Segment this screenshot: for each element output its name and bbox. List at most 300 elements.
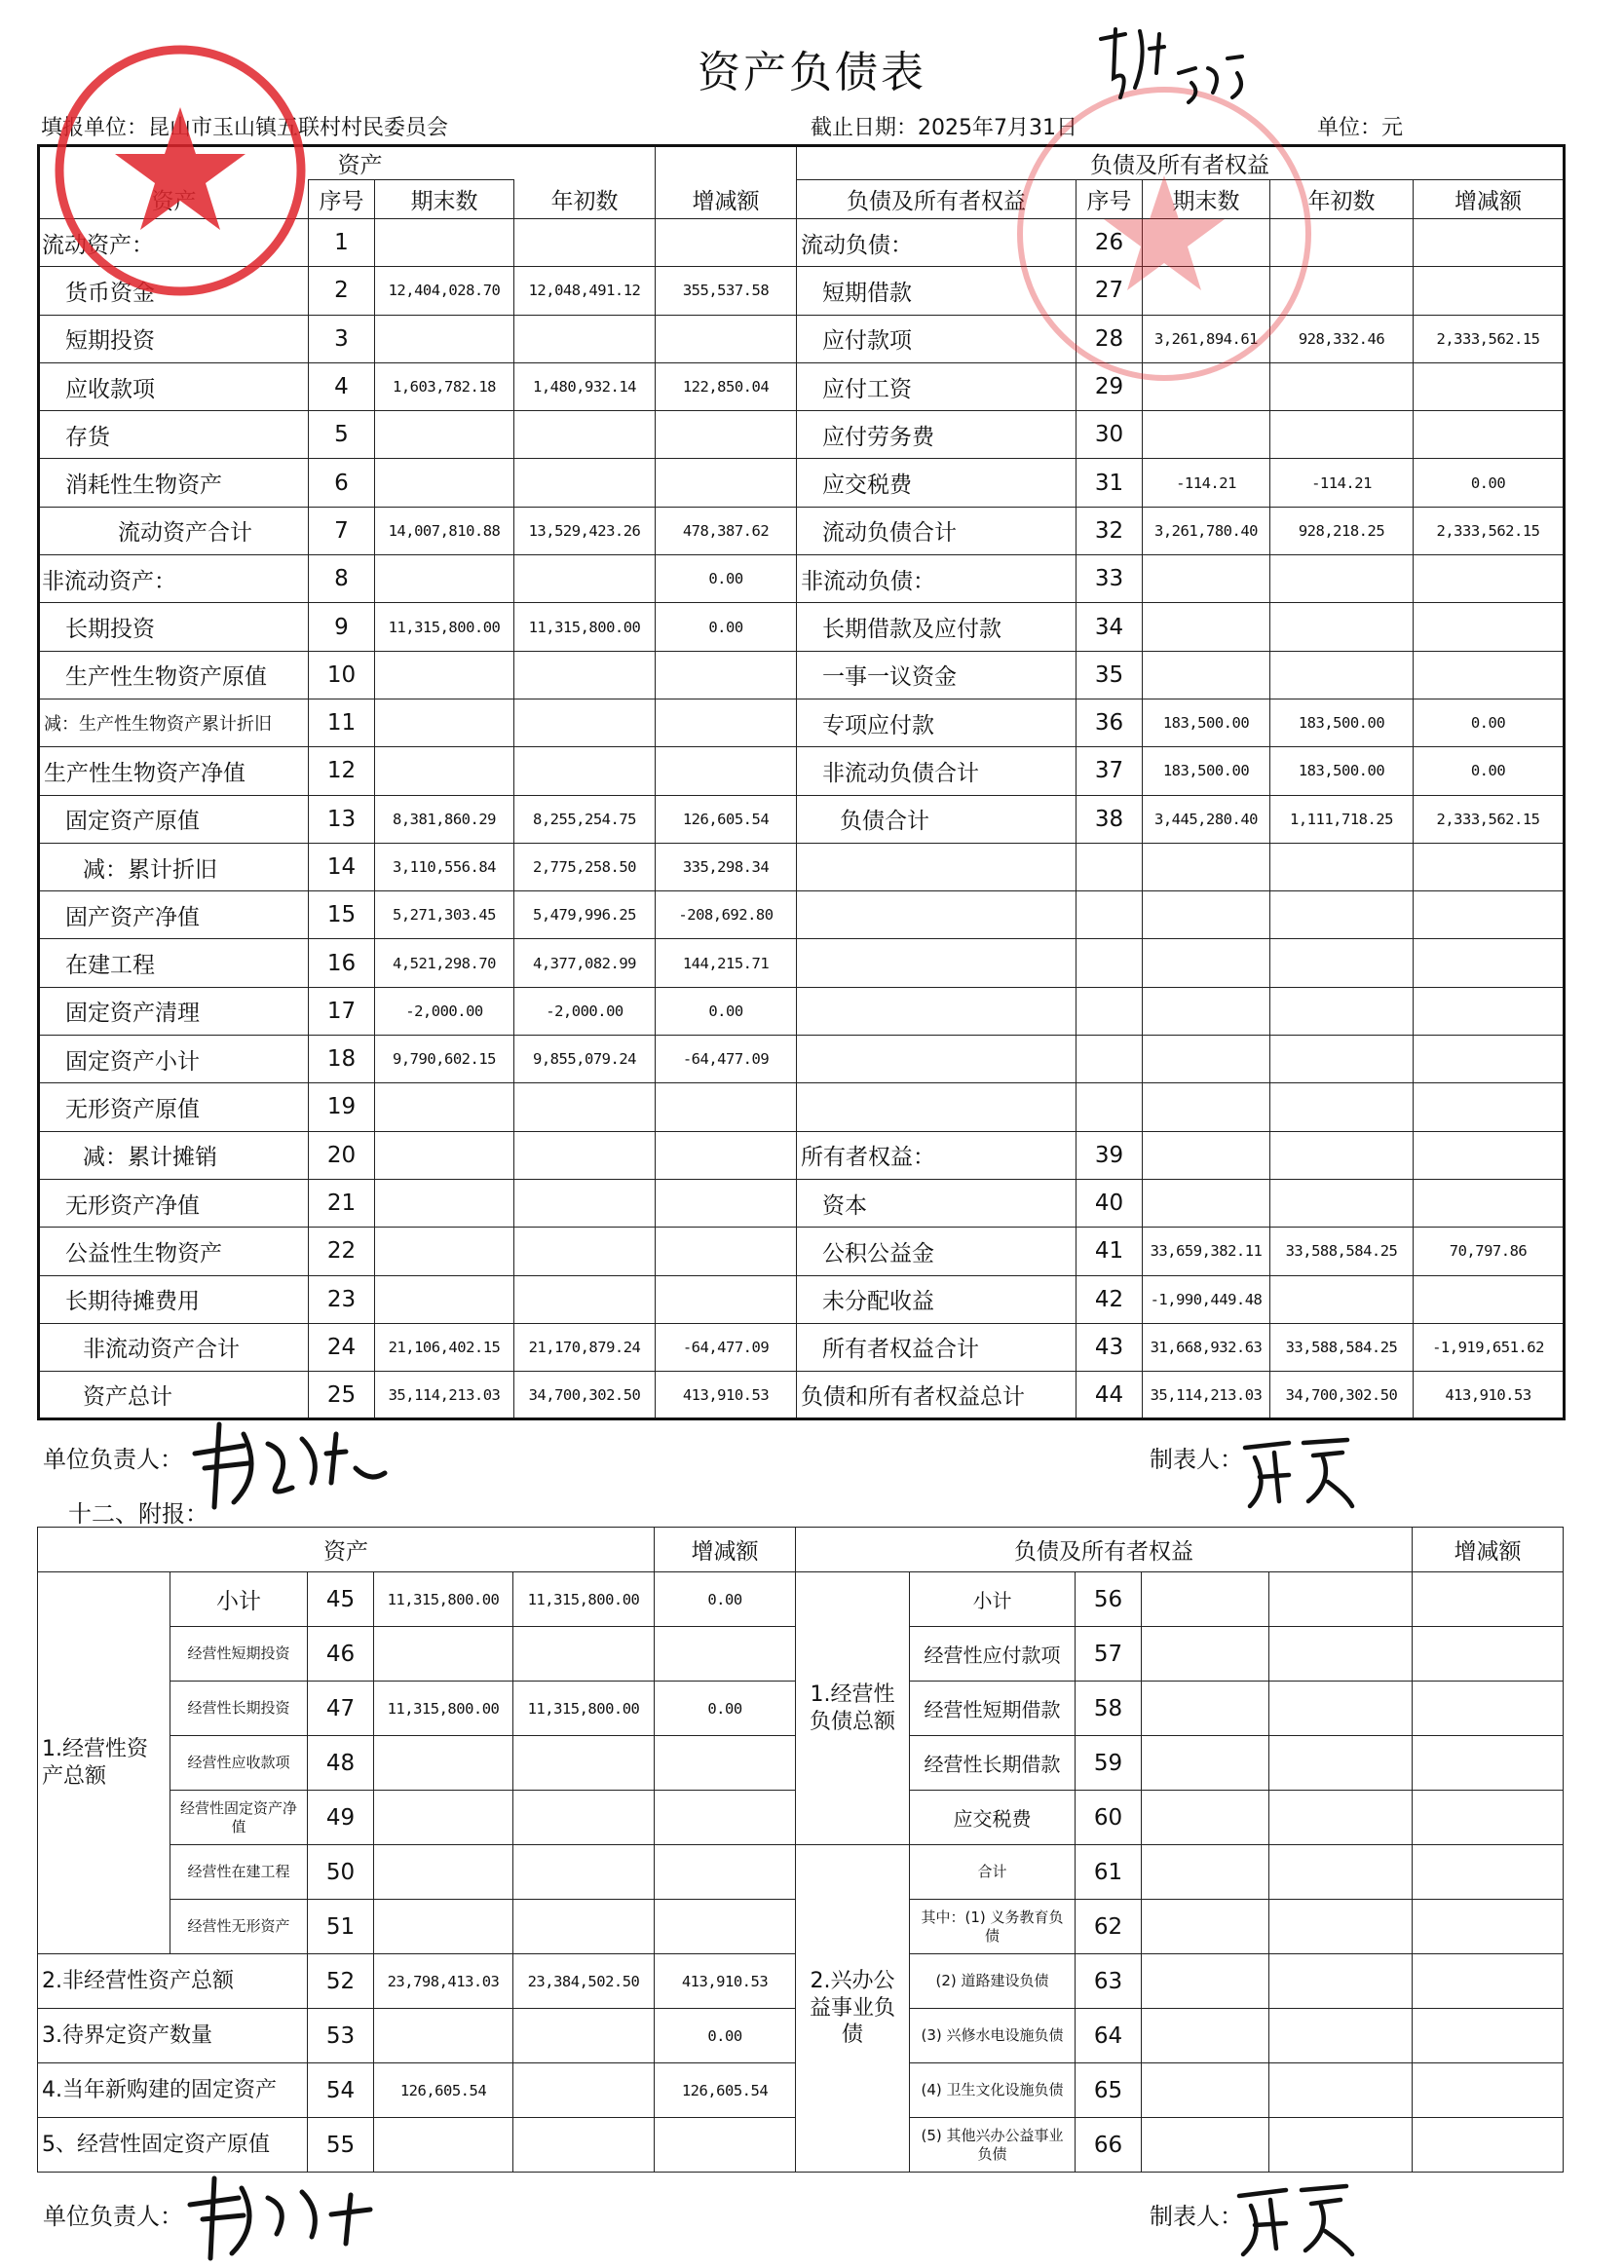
liability-end-value: -1,990,449.48: [1143, 1275, 1270, 1323]
pub-liab-end-value: [1142, 1954, 1269, 2009]
asset-item-name: 短期投资: [39, 315, 309, 362]
liability-begin-value: [1270, 987, 1414, 1035]
asset-change-value: [656, 747, 797, 795]
pub-liab-group-label: 2.兴办公益事业负债: [796, 1845, 910, 2173]
liability-change-value: [1414, 1275, 1565, 1323]
asset-item-name: 在建工程: [39, 939, 309, 987]
preparer-label: 制表人：: [1150, 1446, 1243, 1473]
liability-item-name: [797, 987, 1076, 1035]
op-asset-change-value: 0.00: [655, 1682, 796, 1736]
liability-end-value: [1143, 891, 1270, 939]
liability-end-value: [1143, 843, 1270, 890]
liability-end-value: [1143, 939, 1270, 987]
asset-seq-no: 20: [309, 1131, 375, 1179]
asset-end-value: 8,381,860.29: [375, 795, 514, 843]
other-asset-begin-value: [513, 2118, 655, 2173]
liability-seq-no: 26: [1076, 219, 1143, 267]
op-liab-seq-no: 58: [1076, 1682, 1142, 1736]
appendix-table: [37, 1527, 1564, 2173]
table-row: [39, 603, 1565, 651]
liability-end-value: [1143, 987, 1270, 1035]
liability-seq-no: [1076, 987, 1143, 1035]
liability-item-name: [797, 891, 1076, 939]
asset-item-name: 减：累计摊销: [39, 1131, 309, 1179]
balance-sheet-table: [37, 144, 1566, 1420]
asset-end-value: [375, 1179, 514, 1227]
other-asset-name: 3.待界定资产数量: [38, 2009, 308, 2063]
table-row: [39, 1083, 1565, 1131]
preparer-signature: [1235, 1428, 1362, 1516]
liability-change-value: 70,797.86: [1414, 1228, 1565, 1275]
asset-begin-value: 9,855,079.24: [514, 1036, 656, 1083]
asset-item-name: 应收款项: [39, 362, 309, 410]
table-row: [39, 699, 1565, 746]
liability-begin-value: 183,500.00: [1270, 699, 1414, 746]
table-row: [39, 795, 1565, 843]
pub-liab-end-value: [1142, 2009, 1269, 2063]
op-asset-seq-no: 51: [308, 1900, 374, 1954]
liability-item-name: 负债和所有者权益总计: [797, 1372, 1076, 1419]
op-asset-end-value: [374, 1845, 513, 1900]
asset-item-name: 固产资产净值: [39, 891, 309, 939]
liability-item-name: 应付劳务费: [797, 411, 1076, 459]
asset-begin-value: [514, 1131, 656, 1179]
op-liab-change-value: [1413, 1736, 1564, 1791]
other-asset-change-value: 0.00: [655, 2009, 796, 2063]
asset-item-name: 货币资金: [39, 267, 309, 315]
liability-change-value: [1414, 891, 1565, 939]
appendix-assets-header: 资产: [38, 1528, 655, 1572]
pub-liab-end-value: [1142, 2063, 1269, 2118]
asset-begin-value: 5,479,996.25: [514, 891, 656, 939]
asset-end-value: [375, 555, 514, 603]
op-liab-begin-value: [1269, 1791, 1413, 1845]
op-asset-change-value: [655, 1627, 796, 1682]
pub-liab-begin-value: [1269, 2009, 1413, 2063]
liability-item-name: 非流动负债：: [797, 555, 1076, 603]
liability-item-name: [797, 939, 1076, 987]
op-asset-end-value: 11,315,800.00: [374, 1682, 513, 1736]
asset-begin-value: 11,315,800.00: [514, 603, 656, 651]
appendix-liab-header: 负债及所有者权益: [796, 1528, 1413, 1572]
col-liab-name: 负债及所有者权益: [797, 180, 1076, 219]
col-liab-seq: 序号: [1076, 180, 1143, 219]
table-row: [38, 1845, 1564, 1900]
other-asset-end-value: 126,605.54: [374, 2063, 513, 2118]
asset-item-name: 流动资产：: [39, 219, 309, 267]
other-asset-name: 4.当年新购建的固定资产: [38, 2063, 308, 2118]
unit-head-label-bottom: 单位负责人：: [43, 2203, 183, 2230]
liability-item-name: 公积公益金: [797, 1228, 1076, 1275]
asset-item-name: 非流动资产：: [39, 555, 309, 603]
op-liab-name: 经营性长期借款: [910, 1736, 1076, 1791]
liability-change-value: [1414, 555, 1565, 603]
table-row: [39, 1323, 1565, 1371]
asset-item-name: 生产性生物资产原值: [39, 651, 309, 699]
liability-seq-no: 42: [1076, 1275, 1143, 1323]
asset-seq-no: 3: [309, 315, 375, 362]
liability-change-value: 0.00: [1414, 747, 1565, 795]
liability-seq-no: 29: [1076, 362, 1143, 410]
asset-seq-no: 2: [309, 267, 375, 315]
liability-item-name: 长期借款及应付款: [797, 603, 1076, 651]
liability-change-value: -1,919,651.62: [1414, 1323, 1565, 1371]
liability-item-name: 负债合计: [797, 795, 1076, 843]
asset-change-value: [656, 1179, 797, 1227]
liability-begin-value: 928,218.25: [1270, 507, 1414, 554]
op-asset-change-value: 0.00: [655, 1572, 796, 1627]
op-liab-begin-value: [1269, 1572, 1413, 1627]
op-asset-seq-no: 48: [308, 1736, 374, 1791]
liability-end-value: [1143, 651, 1270, 699]
op-asset-begin-value: [513, 1791, 655, 1845]
pub-liab-seq-no: 61: [1076, 1845, 1142, 1900]
asset-end-value: [375, 747, 514, 795]
liability-end-value: 3,445,280.40: [1143, 795, 1270, 843]
asset-change-value: [656, 1275, 797, 1323]
asset-change-value: 126,605.54: [656, 795, 797, 843]
op-liab-end-value: [1142, 1572, 1269, 1627]
reporting-unit-label: 填报单位：: [41, 116, 149, 140]
asset-change-value: 413,910.53: [656, 1372, 797, 1419]
table-row: [39, 1131, 1565, 1179]
col-asset-end: 期末数: [375, 180, 514, 219]
op-asset-seq-no: 46: [308, 1627, 374, 1682]
op-asset-end-value: [374, 1900, 513, 1954]
asset-end-value: [375, 1228, 514, 1275]
liability-seq-no: 28: [1076, 315, 1143, 362]
liability-end-value: [1143, 555, 1270, 603]
asset-change-value: 355,537.58: [656, 267, 797, 315]
col-asset-change: 增减额: [656, 180, 797, 219]
table-row: [39, 987, 1565, 1035]
asset-end-value: 35,114,213.03: [375, 1372, 514, 1419]
asset-begin-value: [514, 459, 656, 507]
asset-seq-no: 22: [309, 1228, 375, 1275]
op-liab-name: 应交税费: [910, 1791, 1076, 1845]
liability-end-value: 183,500.00: [1143, 747, 1270, 795]
asset-begin-value: 1,480,932.14: [514, 362, 656, 410]
asset-change-value: [656, 459, 797, 507]
liability-begin-value: [1270, 603, 1414, 651]
liability-change-value: 2,333,562.15: [1414, 795, 1565, 843]
asset-change-value: 144,215.71: [656, 939, 797, 987]
liability-seq-no: 32: [1076, 507, 1143, 554]
asset-item-name: 长期投资: [39, 603, 309, 651]
assets-group-header: 资产: [309, 146, 514, 180]
pub-liab-change-value: [1413, 1845, 1564, 1900]
pub-liab-end-value: [1142, 2118, 1269, 2173]
asset-change-value: [656, 315, 797, 362]
appendix-body: [38, 1572, 1564, 2173]
asset-item-name: 固定资产原值: [39, 795, 309, 843]
asset-change-value: [656, 411, 797, 459]
op-liab-begin-value: [1269, 1627, 1413, 1682]
col-asset-seq: 序号: [309, 180, 375, 219]
liability-seq-no: 40: [1076, 1179, 1143, 1227]
pub-liab-begin-value: [1269, 2063, 1413, 2118]
asset-change-value: [656, 1228, 797, 1275]
op-asset-seq-no: 45: [308, 1572, 374, 1627]
pub-liab-seq-no: 62: [1076, 1900, 1142, 1954]
pub-liab-name: (5) 其他兴办公益事业负债: [910, 2118, 1076, 2173]
liability-item-name: 专项应付款: [797, 699, 1076, 746]
liability-item-name: 应付工资: [797, 362, 1076, 410]
liability-end-value: [1143, 1131, 1270, 1179]
asset-seq-no: 10: [309, 651, 375, 699]
op-asset-seq-no: 49: [308, 1791, 374, 1845]
op-asset-name: 经营性应收款项: [170, 1736, 308, 1791]
liability-begin-value: [1270, 939, 1414, 987]
liability-item-name: 资本: [797, 1179, 1076, 1227]
asset-seq-no: 4: [309, 362, 375, 410]
asset-begin-value: 2,775,258.50: [514, 843, 656, 890]
asset-change-value: -64,477.09: [656, 1036, 797, 1083]
appendix-header-row: [38, 1528, 1564, 1572]
table-row: [39, 939, 1565, 987]
op-asset-name: 经营性长期投资: [170, 1682, 308, 1736]
page-title: 资产负债表: [698, 48, 926, 97]
liability-change-value: [1414, 843, 1565, 890]
op-asset-change-value: [655, 1900, 796, 1954]
op-asset-begin-value: [513, 1845, 655, 1900]
unit-head-signature: [175, 1415, 409, 1531]
other-asset-change-value: 413,910.53: [655, 1954, 796, 2009]
unit-head-signature-bottom: [175, 2171, 399, 2268]
op-liab-seq-no: 59: [1076, 1736, 1142, 1791]
asset-seq-no: 8: [309, 555, 375, 603]
liability-seq-no: 35: [1076, 651, 1143, 699]
reporting-unit-name: 昆山市玉山镇五联村村民委员会: [148, 116, 449, 140]
liability-change-value: [1414, 1179, 1565, 1227]
liability-end-value: 35,114,213.03: [1143, 1372, 1270, 1419]
liability-seq-no: 31: [1076, 459, 1143, 507]
asset-change-value: 122,850.04: [656, 362, 797, 410]
table-row: [39, 507, 1565, 554]
liability-change-value: [1414, 1131, 1565, 1179]
liability-change-value: [1414, 987, 1565, 1035]
asset-begin-value: -2,000.00: [514, 987, 656, 1035]
asset-change-value: [656, 699, 797, 746]
preparer-label-bottom: 制表人：: [1150, 2203, 1243, 2230]
asset-item-name: 长期待摊费用: [39, 1275, 309, 1323]
currency-label: 单位：: [1317, 116, 1382, 140]
liability-seq-no: 43: [1076, 1323, 1143, 1371]
op-liab-change-value: [1413, 1627, 1564, 1682]
liability-change-value: 0.00: [1414, 459, 1565, 507]
cutoff-date: 截止日期：2025年7月31日: [811, 116, 1077, 140]
asset-item-name: 公益性生物资产: [39, 1228, 309, 1275]
liability-end-value: [1143, 1036, 1270, 1083]
pub-liab-seq-no: 65: [1076, 2063, 1142, 2118]
liability-begin-value: [1270, 891, 1414, 939]
asset-item-name: 生产性生物资产净值: [39, 747, 309, 795]
op-asset-seq-no: 50: [308, 1845, 374, 1900]
asset-seq-no: 19: [309, 1083, 375, 1131]
other-asset-end-value: [374, 2118, 513, 2173]
liability-item-name: 应交税费: [797, 459, 1076, 507]
currency-unit: [1317, 111, 1403, 141]
liability-end-value: [1143, 411, 1270, 459]
asset-change-value: 0.00: [656, 603, 797, 651]
table-row: [39, 411, 1565, 459]
pub-liab-name: 其中：(1) 义务教育负债: [910, 1900, 1076, 1954]
liability-seq-no: 39: [1076, 1131, 1143, 1179]
liability-begin-value: 928,332.46: [1270, 315, 1414, 362]
liability-change-value: 0.00: [1414, 699, 1565, 746]
op-liab-begin-value: [1269, 1736, 1413, 1791]
asset-begin-value: [514, 651, 656, 699]
asset-change-value: [656, 219, 797, 267]
table-row: [39, 459, 1565, 507]
liability-item-name: 一事一议资金: [797, 651, 1076, 699]
liability-begin-value: 183,500.00: [1270, 747, 1414, 795]
liability-end-value: 3,261,894.61: [1143, 315, 1270, 362]
pub-liab-name: (3) 兴修水电设施负债: [910, 2009, 1076, 2063]
other-asset-seq-no: 55: [308, 2118, 374, 2173]
asset-change-value: 0.00: [656, 987, 797, 1035]
asset-end-value: 12,404,028.70: [375, 267, 514, 315]
asset-begin-value: 21,170,879.24: [514, 1323, 656, 1371]
asset-begin-value: [514, 315, 656, 362]
op-asset-name: 经营性短期投资: [170, 1627, 308, 1682]
asset-item-name: 资产总计: [39, 1372, 309, 1419]
liability-end-value: 33,659,382.11: [1143, 1228, 1270, 1275]
liability-item-name: 短期借款: [797, 267, 1076, 315]
table-row: [39, 1179, 1565, 1227]
liability-begin-value: [1270, 1275, 1414, 1323]
op-asset-begin-value: [513, 1900, 655, 1954]
op-liab-end-value: [1142, 1791, 1269, 1845]
liability-item-name: 未分配收益: [797, 1275, 1076, 1323]
asset-change-value: [656, 1083, 797, 1131]
asset-end-value: 3,110,556.84: [375, 843, 514, 890]
op-asset-name: 经营性在建工程: [170, 1845, 308, 1900]
liability-begin-value: [1270, 411, 1414, 459]
asset-end-value: [375, 651, 514, 699]
liability-end-value: [1143, 1083, 1270, 1131]
col-liab-change: 增减额: [1414, 180, 1565, 219]
asset-end-value: 21,106,402.15: [375, 1323, 514, 1371]
liability-end-value: 3,261,780.40: [1143, 507, 1270, 554]
op-liab-end-value: [1142, 1736, 1269, 1791]
asset-begin-value: 13,529,423.26: [514, 507, 656, 554]
asset-item-name: 无形资产净值: [39, 1179, 309, 1227]
currency-value: 元: [1381, 116, 1404, 140]
liability-item-name: 非流动负债合计: [797, 747, 1076, 795]
liability-item-name: 所有者权益合计: [797, 1323, 1076, 1371]
liability-seq-no: [1076, 891, 1143, 939]
liability-change-value: [1414, 651, 1565, 699]
asset-change-value: 478,387.62: [656, 507, 797, 554]
pub-liab-name: (2) 道路建设负债: [910, 1954, 1076, 2009]
liability-item-name: [797, 1083, 1076, 1131]
op-assets-group-label: 1.经营性资产总额: [38, 1572, 170, 1954]
pub-liab-begin-value: [1269, 1954, 1413, 2009]
liabilities-group-header: 负债及所有者权益: [797, 146, 1565, 180]
table-row: [39, 1372, 1565, 1419]
liability-seq-no: 38: [1076, 795, 1143, 843]
asset-begin-value: 8,255,254.75: [514, 795, 656, 843]
liability-begin-value: 34,700,302.50: [1270, 1372, 1414, 1419]
other-asset-begin-value: [513, 2009, 655, 2063]
liability-begin-value: 33,588,584.25: [1270, 1323, 1414, 1371]
op-asset-end-value: 11,315,800.00: [374, 1572, 513, 1627]
op-asset-seq-no: 47: [308, 1682, 374, 1736]
op-liab-seq-no: 56: [1076, 1572, 1142, 1627]
op-liab-begin-value: [1269, 1682, 1413, 1736]
other-asset-end-value: 23,798,413.03: [374, 1954, 513, 2009]
liability-begin-value: [1270, 651, 1414, 699]
op-asset-name: 经营性无形资产: [170, 1900, 308, 1954]
liability-end-value: 31,668,932.63: [1143, 1323, 1270, 1371]
asset-seq-no: 6: [309, 459, 375, 507]
op-liab-name: 经营性短期借款: [910, 1682, 1076, 1736]
asset-end-value: [375, 699, 514, 746]
liability-item-name: [797, 1036, 1076, 1083]
table-row: [39, 651, 1565, 699]
asset-end-value: 11,315,800.00: [375, 603, 514, 651]
liability-seq-no: [1076, 1036, 1143, 1083]
table-row: [39, 891, 1565, 939]
asset-seq-no: 24: [309, 1323, 375, 1371]
col-asset-begin: 年初数: [514, 180, 656, 219]
other-asset-change-value: [655, 2118, 796, 2173]
liability-seq-no: [1076, 939, 1143, 987]
liability-end-value: [1143, 1179, 1270, 1227]
appendix-assets-change-header: 增减额: [655, 1528, 796, 1572]
asset-begin-value: [514, 747, 656, 795]
other-asset-begin-value: 23,384,502.50: [513, 1954, 655, 2009]
op-liab-end-value: [1142, 1627, 1269, 1682]
table-row: [39, 747, 1565, 795]
table-row: [38, 1572, 1564, 1627]
pub-liab-begin-value: [1269, 1900, 1413, 1954]
table-row: [39, 362, 1565, 410]
asset-end-value: 14,007,810.88: [375, 507, 514, 554]
liability-change-value: [1414, 1036, 1565, 1083]
op-asset-name: 经营性固定资产净值: [170, 1791, 308, 1845]
asset-end-value: [375, 1131, 514, 1179]
asset-begin-value: [514, 699, 656, 746]
other-asset-seq-no: 54: [308, 2063, 374, 2118]
other-asset-seq-no: 53: [308, 2009, 374, 2063]
liability-change-value: [1414, 1083, 1565, 1131]
other-asset-end-value: [374, 2009, 513, 2063]
liability-begin-value: [1270, 1083, 1414, 1131]
asset-begin-value: 4,377,082.99: [514, 939, 656, 987]
liability-begin-value: [1270, 1179, 1414, 1227]
col-liab-begin: 年初数: [1270, 180, 1414, 219]
table-row: [39, 1275, 1565, 1323]
op-asset-end-value: [374, 1791, 513, 1845]
asset-seq-no: 5: [309, 411, 375, 459]
op-liab-seq-no: 57: [1076, 1627, 1142, 1682]
liability-item-name: 流动负债合计: [797, 507, 1076, 554]
pub-liab-seq-no: 63: [1076, 1954, 1142, 2009]
liability-change-value: [1414, 939, 1565, 987]
pub-liab-change-value: [1413, 2063, 1564, 2118]
asset-change-value: -64,477.09: [656, 1323, 797, 1371]
liability-item-name: [797, 843, 1076, 890]
asset-item-name: 固定资产小计: [39, 1036, 309, 1083]
asset-change-value: [656, 1131, 797, 1179]
liability-change-value: 413,910.53: [1414, 1372, 1565, 1419]
liability-item-name: 流动负债：: [797, 219, 1076, 267]
asset-item-name: 无形资产原值: [39, 1083, 309, 1131]
balance-sheet-body: [39, 219, 1565, 1419]
official-seal-stamp: [49, 39, 312, 302]
